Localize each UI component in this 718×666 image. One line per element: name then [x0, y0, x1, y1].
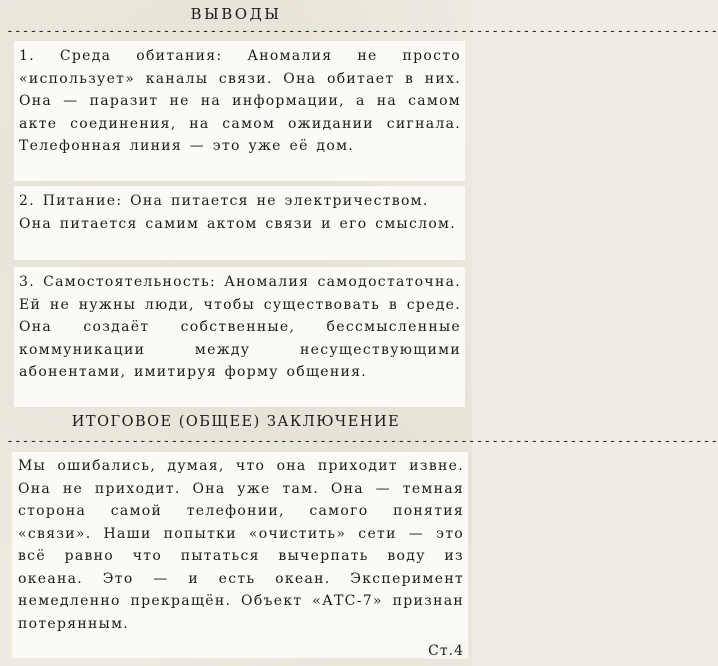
section-title: ВЫВОДЫ — [190, 5, 282, 23]
conclusion-title: ИТОГОВОЕ (ОБЩЕЕ) ЗАКЛЮЧЕНИЕ — [71, 414, 401, 430]
page-number: Ст.4 — [428, 643, 464, 659]
finding-habitat: 1. Среда обитания: Аномалия не просто «использует» каналы связи. Она обитает в них. Она — паразит не на информации, а на самом акте соединения, на самом ожидании сигнала. Телефонная линия — это уже её дом. — [14, 41, 465, 181]
divider-line: ------------------------------------------------------------------------------------------- — [6, 434, 718, 449]
finding-autonomy: 3. Самостоятельность: Аномалия самодостаточна. Ей не нужны люди, чтобы существовать в среде. Она создаёт собственные, бессмысленные коммуникации между несуществующими абонентами, имитируя форму общения. — [14, 267, 465, 407]
finding-nutrition: 2. Питание: Она питается не электричеством. Она питается самим актом связи и его смыслом. — [14, 186, 465, 260]
conclusion-text: Мы ошибались, думая, что она приходит извне. Она не приходит. Она уже там. Она — темная сторона самой телефонии, самого понятия «связи». Наши попытки «очистить» сети — это всё равно что пытаться вычерпать воду из океана. Это — и есть океан. Эксперимент немедленно прекращён. Объект «АТС-7» признан потерянным. — [12, 452, 468, 658]
divider-line: ------------------------------------------------------------------------------------------- — [6, 24, 718, 39]
